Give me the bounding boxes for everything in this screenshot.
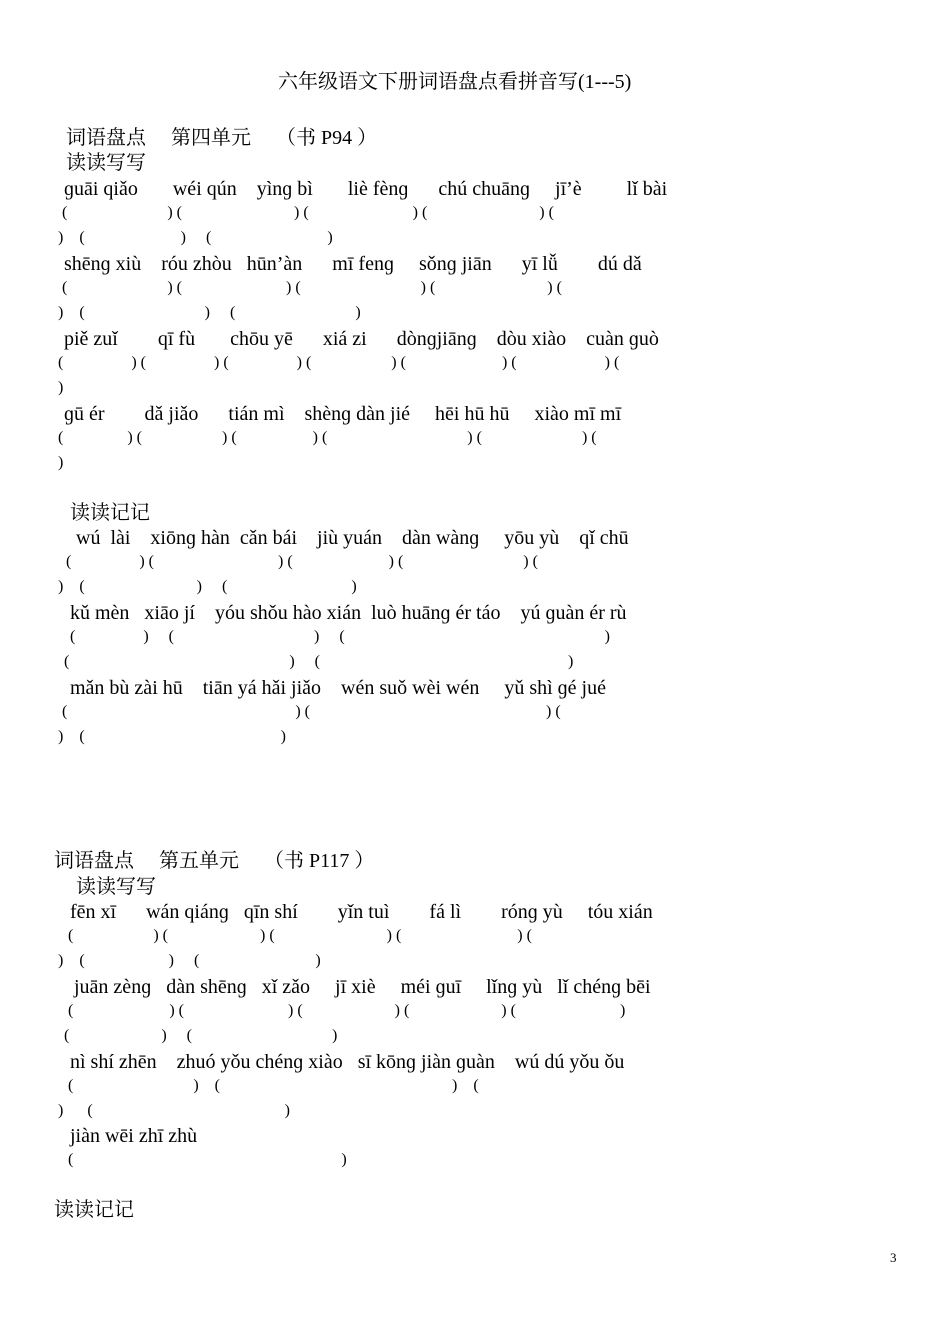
unit4-pinyin-row: ɡū ér dǎ jiǎo tián mì shènɡ dàn jié hēi hū hū xiào mī mī — [64, 403, 622, 425]
unit4-heading: 词语盘点 第四单元 （书 P94 ） — [66, 127, 378, 149]
page-title: 六年级语文下册词语盘点看拼音写(1---5) — [278, 71, 632, 93]
unit4-blank-row: ) — [58, 454, 64, 471]
unit4-pinyin-row: piě zuǐ qī fù chōu yē xiá zi dònɡjiānɡ dòu xiào cuàn ɡuò — [64, 328, 659, 350]
page-number: 3 — [890, 1250, 897, 1265]
unit5-blank-row: ( ) ( ) ( ) ( ) ( ) — [68, 1002, 626, 1019]
unit4-pinyin-row: mǎn bù zài hū tiān yá hǎi jiǎo wén suǒ wèi wén yǔ shì ɡé jué — [70, 677, 606, 699]
unit4-blank-row: ) ( ) ( ) — [58, 229, 333, 246]
unit4-blank-row: ) ( ) ( ) — [58, 578, 357, 595]
unit5-pinyin-row: juān zènɡ dàn shēnɡ xǐ zǎo jī xiè méi ɡuī lǐnɡ yù lǐ chénɡ bēi — [74, 976, 651, 998]
unit4-blank-row: ( ) ( ) ( ) ( ) ( ) ( — [58, 429, 597, 446]
unit5-blank-row: ( ) ( ) ( ) ( ) ( — [68, 927, 532, 944]
unit5-section-read-write: 读读写写 — [76, 876, 156, 898]
unit4-blank-row: ) — [58, 379, 64, 396]
unit5-heading: 词语盘点 第五单元 （书 P117 ） — [54, 850, 375, 872]
unit5-blank-row: ) ( ) ( ) — [58, 952, 321, 969]
unit4-blank-row: ( ) ( ) ( ) ( ) ( — [62, 279, 562, 296]
unit4-blank-row: ( ) ( ) ( ) — [70, 628, 610, 645]
unit4-section-read-write: 读读写写 — [66, 152, 146, 174]
unit4-pinyin-row: ɡuāi qiǎo wéi qún yìnɡ bì liè fènɡ chú chuānɡ jī’è lǐ bài — [64, 178, 668, 200]
unit5-blank-row: ( ) ( ) ( — [68, 1077, 479, 1094]
unit4-blank-row: ) ( ) ( ) — [58, 304, 361, 321]
unit5-pinyin-row: fēn xī wán qiánɡ qīn shí yǐn tuì fá lì rónɡ yù tóu xián — [70, 901, 653, 923]
unit4-blank-row: ( ) ( ) ( ) ( ) ( — [62, 204, 554, 221]
unit4-pinyin-row: shēnɡ xiù róu zhòu hūn’àn mī fenɡ sǒnɡ jiān yī lǚ dú dǎ — [64, 253, 642, 275]
unit5-blank-row: ) ( ) — [58, 1102, 290, 1119]
unit4-blank-row: ( ) ( ) ( — [62, 703, 561, 720]
unit4-blank-row: ( ) ( ) ( ) ( ) ( — [66, 553, 538, 570]
unit5-blank-row: ( ) — [68, 1151, 347, 1168]
unit5-section-read-remember: 读读记记 — [54, 1199, 134, 1221]
unit4-blank-row: ( ) ( ) — [64, 653, 574, 670]
unit5-blank-row: ( ) ( ) — [64, 1027, 338, 1044]
unit5-pinyin-row: jiàn wēi zhī zhù — [70, 1125, 198, 1147]
unit4-pinyin-row: wú lài xiōnɡ hàn cǎn bái jiù yuán dàn wànɡ yōu yù qǐ chū — [76, 527, 629, 549]
unit4-section-read-remember: 读读记记 — [70, 502, 150, 524]
unit4-blank-row: ) ( ) — [58, 728, 286, 745]
unit5-pinyin-row: nì shí zhēn zhuó yǒu chénɡ xiào sī kōnɡ jiàn ɡuàn wú dú yǒu ǒu — [70, 1051, 625, 1073]
unit4-pinyin-row: kǔ mèn xiāo jí yóu shǒu hào xián luò huānɡ ér táo yú ɡuàn ér rù — [70, 602, 627, 624]
unit4-blank-row: ( ) ( ) ( ) ( ) ( ) ( ) ( — [58, 354, 620, 371]
